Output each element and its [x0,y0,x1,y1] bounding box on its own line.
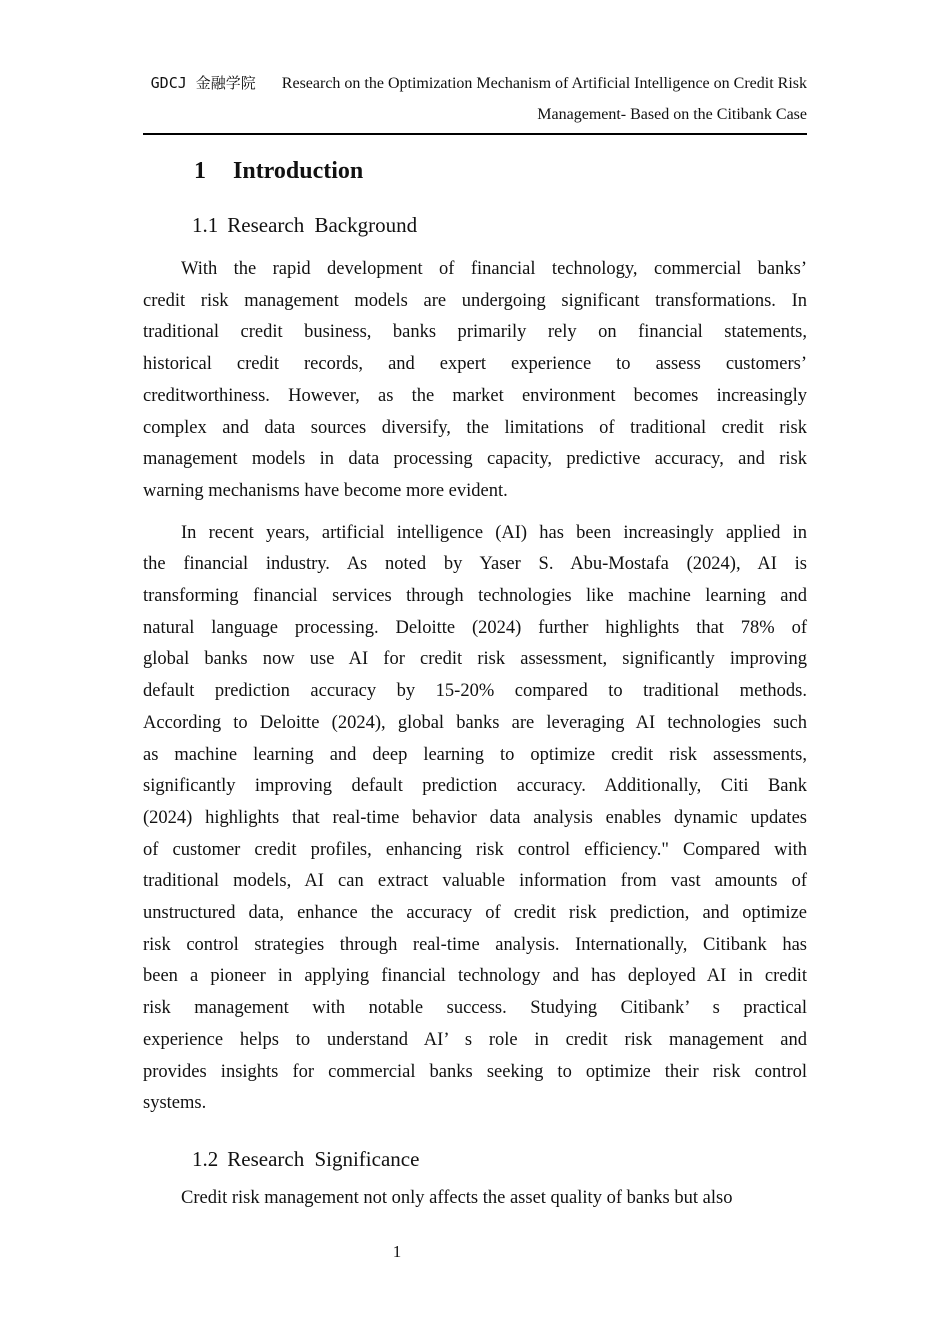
paragraph-line: risk control strategies through real-time analysis. Internationally, Citibank has [143,934,807,955]
header-title-line1: Research on the Optimization Mechanism of Artificial Intelligence on Credit Risk [281,75,807,92]
paragraph-line: (2024) highlights that real-time behavior data analysis enables dynamic updates [143,807,807,828]
body-paragraph [143,518,807,1120]
header-institution: GDCJ 金融学院 [150,74,256,92]
heading-number: 1.1 [192,213,219,237]
document-body [143,156,807,1215]
header-rule [143,133,807,135]
paragraph-line: creditworthiness. However, as the market environment becomes increasingly [143,385,807,406]
page-content [143,0,807,1215]
paragraph-line: default prediction accuracy by 15-20% compared to traditional methods. [143,681,807,702]
body-paragraph [143,254,807,508]
paragraph-line: With the rapid development of financial technology, commercial banks’ [181,259,807,279]
header-line-1 [143,68,807,99]
header-title-line2: Management- Based on the Citibank Case [537,106,807,123]
paragraph-line: credit risk management models are undergoing significant transformations. In [143,290,807,311]
paragraph-line: global banks now use AI for credit risk assessment, significantly improving [143,649,807,670]
page-number: 1 [392,1242,402,1261]
paragraph-line: been a pioneer in applying financial technology and has deployed AI in credit [143,966,807,987]
heading-text: Research Background [227,213,418,237]
paragraph-line: transforming financial services through technologies like machine learning and [143,586,807,607]
paragraph-line: management models in data processing capacity, predictive accuracy, and risk [143,449,807,470]
heading-number: 1.2 [192,1146,219,1171]
subsection-heading-1-2 [143,1145,807,1173]
paragraph-line: Credit risk management not only affects the asset quality of banks but also [181,1187,733,1208]
heading-number: 1 [194,158,206,184]
section-heading-1 [143,156,807,186]
paragraph-line: the financial industry. As noted by Yaser S. Abu-Mostafa (2024), AI is [143,554,807,575]
paragraph-line: historical credit records, and expert experience to assess customers’ [143,354,807,375]
paragraph-line: significantly improving default prediction accuracy. Additionally, Citi Bank [143,776,807,797]
paragraph-line: systems. [143,1093,207,1114]
heading-text: Introduction [233,158,364,184]
paragraph-line: as machine learning and deep learning to optimize credit risk assessments, [143,744,807,765]
subsection-heading-1-1 [143,211,807,239]
paragraph-line: In recent years, artificial intelligence (AI) has been increasingly applied in [181,522,807,543]
paragraph-line: complex and data sources diversify, the limitations of traditional credit risk [143,417,807,438]
paragraph-line: provides insights for commercial banks seeking to optimize their risk control [143,1061,807,1082]
paragraph-line: traditional credit business, banks primarily rely on financial statements, [143,322,807,343]
page-header [143,0,807,135]
paragraph-line: traditional models, AI can extract valuable information from vast amounts of [143,871,807,892]
paragraph-line: risk management with notable success. Studying Citibank’ s practical [143,998,807,1019]
paragraph-line: of customer credit profiles, enhancing risk control efficiency." Compared with [143,839,807,860]
paragraph-line: warning mechanisms have become more evident. [143,480,508,501]
heading-text: Research Significance [227,1146,420,1171]
body-paragraph [143,1183,807,1215]
paragraph-line: natural language processing. Deloitte (2024) further highlights that 78% of [143,617,807,638]
paragraph-line: unstructured data, enhance the accuracy of credit risk prediction, and optimize [143,903,807,924]
paragraph-line: According to Deloitte (2024), global banks are leveraging AI technologies such [143,712,807,733]
paragraph-line: experience helps to understand AI’ s role in credit risk management and [143,1029,807,1050]
